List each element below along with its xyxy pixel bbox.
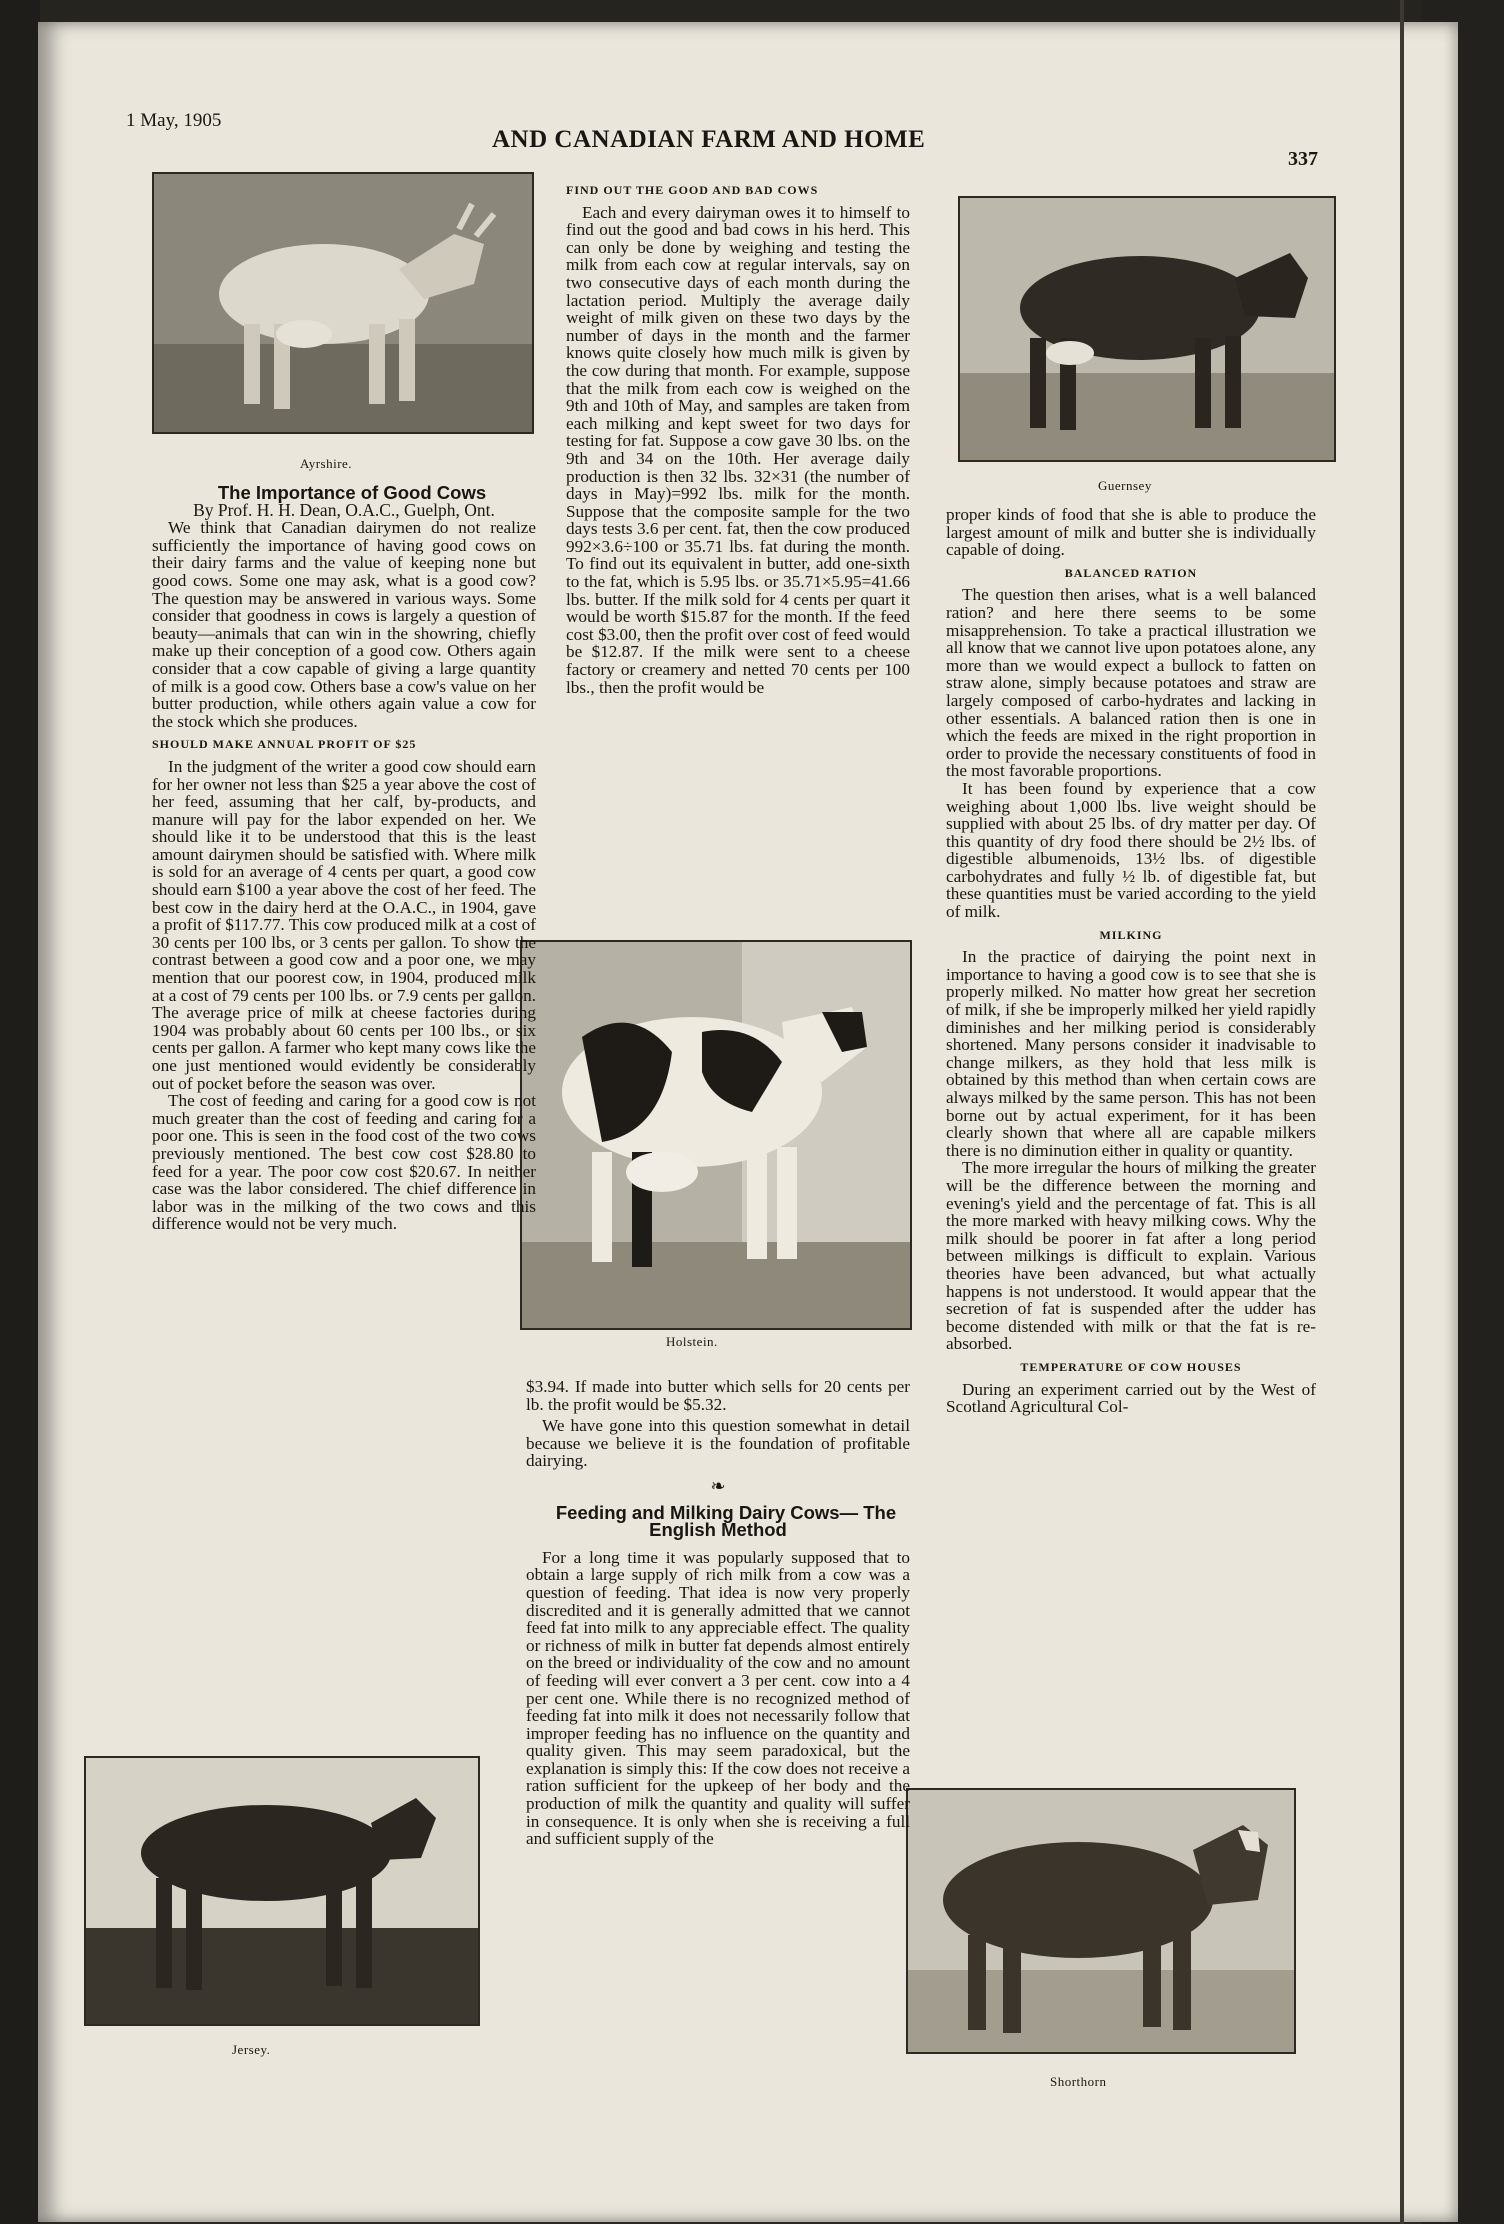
article2-para4: It has been found by experience that a cow weighing about 1,000 lbs. live weight should be supplied with about 25 lbs. of dry matter per day. Of this quantity of dry food there should be 2½ lbs. of digestible albumenoids, 13½ lbs. of digestible carbohydrates and fully ½ lb. of digestible fat, but these quantities must be varied according to the yield of milk. [946, 778, 1316, 922]
guernsey-caption: Guernsey [1098, 478, 1152, 493]
article2-para5: In the practice of dairying the point next in importance to having a good cow is to see that she is properly milked. No matter how great her secretion of milk, if she be improperly milked her yield rapidly diminishes and her milking period is considerably shortened. Many persons consider it inadvisable to change milkers, as they hold that less milk is obtained by this method than when certain cows are always milked by the same person. This has not been borne out by actual experiment, for it has been clearly shown that where all are capable milkers there is no diminution either in quality or quantity. [946, 947, 1316, 1160]
shorthorn-caption: Shorthorn [1050, 2074, 1107, 2089]
running-title: AND CANADIAN FARM AND HOME [492, 126, 926, 153]
issue-date: 1 May, 1905 [126, 110, 222, 131]
article1-para2: The cost of feeding and caring for a good cow is not much greater than the cost of feeding and caring for a poor one. This is seen in the food cost of the two cows previously mentioned. The best cow cost $28.80 to feed for a year. The poor cow cost $20.67. In neither case was the labor considered. The chief difference in labor was in the milking of the two cows and this difference would not be very much. [152, 1091, 536, 1234]
section-ornament: ❧ [710, 1475, 726, 1496]
column-2-top [566, 182, 910, 696]
guernsey-cow-photo [958, 196, 1336, 462]
article1-subhead-find: FIND OUT THE GOOD AND BAD COWS [566, 183, 819, 197]
article1-intro: We think that Canadian dairymen do not realize sufficiently the importance of having good cows on their dairy farms and the value of keeping none but good cows. Some one may ask, what is a good cow? The question may be answered in various ways. Some consider that goodness in cows is largely a question of beauty—animals that can win in the showring, chiefly make up their conception of a good cow. Others again consider that a cow capable of giving a large quantity of milk is a good cow. Others base a cow's value on her butter production, while others again value a cow for the stock which she produces. [152, 518, 536, 731]
article2-para7: During an experiment carried out by the West of Scotland Agricultural Col- [946, 1379, 1316, 1417]
article2-para2: proper kinds of food that she is able to produce the largest amount of milk and butter she is individually capable of doing. [946, 505, 1316, 560]
article2-para1: For a long time it was popularly supposed that to obtain a large supply of rich milk from a cow was a question of feeding. That idea is now very properly discredited and it is generally admitted that we cannot feed fat into milk to any appreciable effect. The quality or richness of milk in butter fat depends almost entirely on the breed or individuality of the cow and no amount of feeding will ever convert a 3 per cent. cow into a 4 per cent one. While there is no recognized method of feeding fat into milk it does not necessarily follow that improper feeding has no influence on the quantity and quality given. This may seem paradoxical, but the explanation is simply this: If the cow does not receive a ration sufficient for the upkeep of her body and the production of milk the quantity and quality will suffer in consequence. It is only when she is receiving a full and sufficient supply of the [526, 1547, 910, 1849]
scan-left-border [0, 0, 40, 2224]
article2-subhead-ration: BALANCED RATION [1064, 565, 1198, 580]
jersey-cow-photo [84, 1756, 480, 2026]
holstein-cow-photo [520, 940, 912, 1330]
page-number: 337 [1288, 148, 1318, 170]
ayrshire-cow-photo [152, 172, 534, 434]
column-2-bottom [526, 1378, 910, 1848]
article1-subhead-profit: SHOULD MAKE ANNUAL PROFIT OF $25 [152, 737, 417, 752]
article1-para5: We have gone into this question somewhat in detail because we believe it is the foundation of profitable dairying. [526, 1416, 910, 1471]
shorthorn-cow-photo [906, 1788, 1296, 2054]
article2-subhead-milking: MILKING [1099, 927, 1163, 942]
article2-para3: The question then arises, what is a well balanced ration? and here there seems to be some misapprehension. To take a practical illustration we all know that we cannot live upon potatoes alone, any more than we would expect a bullock to fatten on straw alone, simply because potatoes and straw are largely composed of carbo-hydrates and lacking in other essentials. A balanced ration then is one in which the feeds are mixed in the right proportion in order to provide the necessary constituents of food in the most favorable proportions. [946, 585, 1316, 781]
jersey-caption: Jersey. [232, 2042, 271, 2057]
article2-subhead-temperature: TEMPERATURE OF COW HOUSES [1020, 1359, 1242, 1374]
column-1 [152, 484, 536, 1233]
article1-title: The Importance of Good Cows [217, 482, 487, 503]
article2-title: Feeding and Milking Dairy Cows— The English Method [555, 1501, 897, 1541]
article1-para4: $3.94. If made into butter which sells for 20 cents per lb. the profit would be $5.32. [526, 1377, 910, 1414]
article1-para3: Each and every dairyman owes it to himself to find out the good and bad cows in his herd. This can only be done by weighing and testing the milk from each cow at regular intervals, say on two consecutive days of each month during the lactation period. Multiply the average daily weight of milk given on these two days by the number of days in the month and the farmer knows quite closely how much milk is given by the cow during that month. For example, suppose that the milk from each cow is weighed on the 9th and 10th of May, and samples are taken from each milking and kept sweet for two days for testing for fat. Suppose a cow gave 30 lbs. on the 9th and 34 on the 10th. Her average daily production is then 32 lbs. 32×31 (the number of days in May)=992 lbs. milk for the month. Suppose that the composite sample for the two days tests 3.6 per cent. fat, then the cow produced 992×3.6÷100 or 35.71 lbs. fat during the month. To find out its equivalent in butter, add one-sixth to the fat, which is 5.95 lbs. or 35.71×5.95=41.66 lbs. butter. If the milk sold for 4 cents per quart it would be worth $15.87 for the month. If the feed cost $3.00, then the profit over cost of feed would be $12.87. If the milk were sent to a cheese factory or creamery and netted 70 cents per 100 lbs., then the profit would be [566, 202, 910, 697]
article2-para6: The more irregular the hours of milking the greater will be the difference between the morning and evening's yield and the percentage of fat. This is all the more marked with heavy milking cows. Why the milk should be poorer in fat after a long period between milkings is difficult to explain. Various theories have been advanced, but what actually happens is not understood. It would appear that the secretion of fat is suspended after the udder has become distended with milk or that the fat is re-absorbed. [946, 1158, 1316, 1354]
column-3 [946, 506, 1316, 1416]
ayrshire-caption: Ayrshire. [300, 456, 353, 471]
article1-byline: By Prof. H. H. Dean, O.A.C., Guelph, Ont. [193, 499, 495, 520]
holstein-caption: Holstein. [666, 1334, 718, 1349]
scan-top-border [0, 0, 1504, 22]
page-edge-line [1400, 0, 1404, 2224]
article1-para1: In the judgment of the writer a good cow should earn for her owner not less than $25 a year above the cost of her feed, assuming that her calf, by-products, and manure will pay for the labor expended on her. We should like it to be understood that this is the least amount dairymen should be satisfied with. Where milk is sold for an average of 4 cents per quart, a good cow should earn $100 a year above the cost of her feed. The best cow in the dairy herd at the O.A.C., in 1904, gave a profit of $117.77. This cow produced milk at a cost of 30 cents per 100 lbs, or 3 cents per gallon. To show the contrast between a good cow and a poor one, we may mention that our poorest cow, in 1904, produced milk at a cost of 79 cents per 100 lbs. or 7.9 cents per gallon. The average price of milk at cheese factories during 1904 was probably about 60 cents per 100 lbs., or six cents per gallon. A farmer who kept many cows like the one just mentioned would evidently be considerably out of pocket before the season was over. [152, 756, 536, 1093]
